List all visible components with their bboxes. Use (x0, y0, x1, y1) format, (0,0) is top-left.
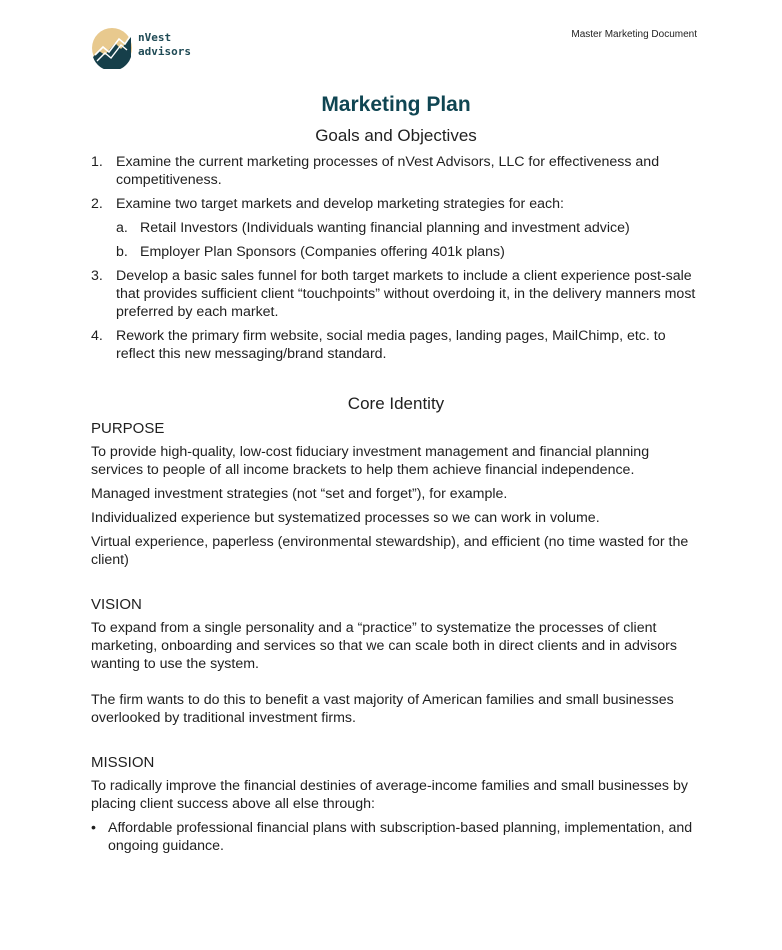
list-text: Examine the current marketing processes of nVest Advisors, LLC for effectiveness and competitiveness. (116, 154, 660, 188)
list-text: Rework the primary firm website, social media pages, landing pages, MailChimp, etc. to reflect this new messaging/brand standard. (116, 328, 666, 362)
sub-list-text: Employer Plan Sponsors (Companies offering 401k plans) (140, 244, 505, 260)
list-number: 4. (91, 328, 103, 344)
mission-intro: To radically improve the financial destinies of average-income families and small businesses by placing client success above all else through: (91, 778, 688, 812)
nvest-logo (91, 27, 201, 71)
list-number: 2. (91, 196, 103, 212)
vision-paragraph: To expand from a single personality and a “practice” to systematize the processes of client marketing, onboarding and services so that we can scale both in direct clients and in advisors wanting to use the system. (91, 620, 677, 672)
purpose-paragraph: Managed investment strategies (not “set and forget”), for example. (91, 486, 508, 502)
list-text: Develop a basic sales funnel for both target markets to include a client experience post-sale that provides sufficient client “touchpoints” without overdoing it, in the delivery manners most preferred by each market. (116, 268, 696, 320)
list-item (91, 153, 701, 189)
page-title: Marketing Plan (321, 93, 471, 116)
purpose-paragraph: To provide high-quality, low-cost fiduciary investment management and financial planning services to people of all income brackets to help them achieve financial independence. (91, 444, 650, 478)
sub-list (116, 219, 701, 261)
purpose-paragraph: Individualized experience but systematized processes so we can work in volume. (91, 510, 600, 526)
vision-label: VISION (91, 596, 142, 613)
list-number: 1. (91, 154, 103, 170)
purpose-paragraph: Virtual experience, paperless (environmental stewardship), and efficient (no time wasted for the client) (91, 534, 689, 568)
document-body (91, 90, 701, 855)
mission-label: MISSION (91, 754, 155, 771)
bullet-text: Affordable professional financial plans with subscription-based planning, implementation, and ongoing guidance. (108, 820, 693, 854)
sub-list-letter: a. (116, 220, 128, 236)
list-text: Examine two target markets and develop marketing strategies for each: (116, 196, 564, 212)
list-item (91, 195, 701, 261)
bullet-item (91, 819, 701, 855)
logo-text-line1: nVest (138, 31, 172, 44)
sub-list-letter: b. (116, 244, 128, 260)
sub-list-item (116, 243, 701, 261)
sub-list-text: Retail Investors (Individuals wanting financial planning and investment advice) (140, 220, 630, 236)
bullet-mark: • (91, 820, 96, 836)
purpose-label: PURPOSE (91, 420, 165, 437)
list-item (91, 267, 701, 321)
goals-list (91, 153, 701, 363)
mission-bullets (91, 819, 701, 855)
list-number: 3. (91, 268, 103, 284)
logo-text-line2: advisors (138, 45, 191, 58)
logo-mark-icon (91, 27, 133, 69)
sub-list-item (116, 219, 701, 237)
document-label: Master Marketing Document (571, 29, 697, 40)
core-identity-heading: Core Identity (347, 394, 445, 413)
goals-heading: Goals and Objectives (315, 126, 477, 145)
list-item (91, 327, 701, 363)
vision-paragraph: The firm wants to do this to benefit a vast majority of American families and small businesses overlooked by traditional investment firms. (91, 692, 674, 726)
